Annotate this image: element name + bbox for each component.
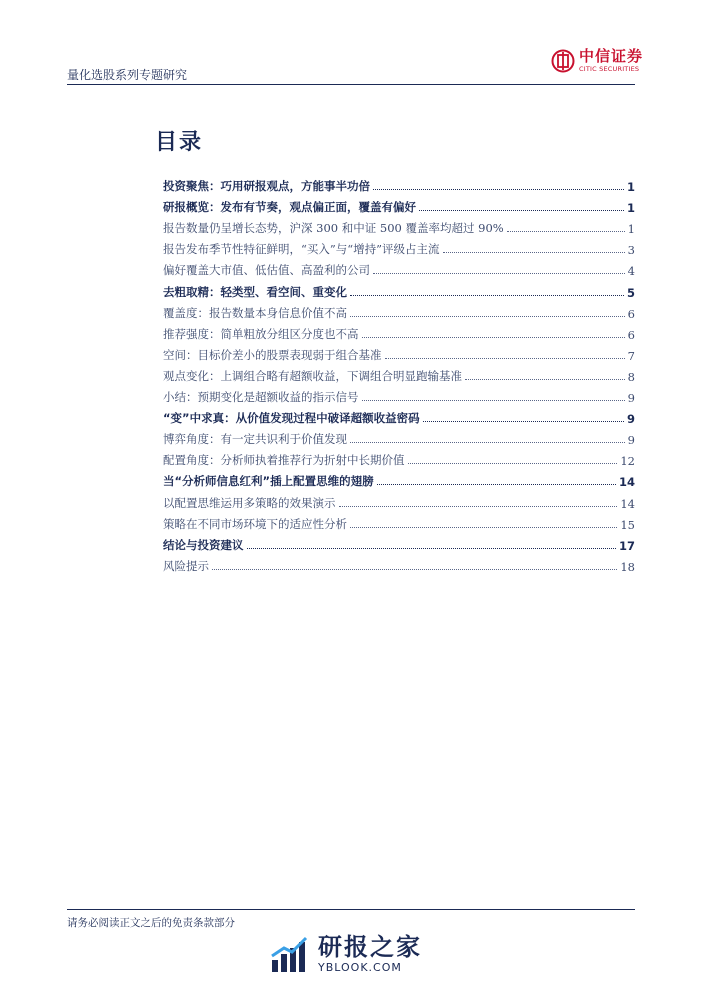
toc-entry-label: 报告发布季节性特征鲜明，“买入”与“增持”评级占主流 [163, 242, 440, 257]
toc-leader-dots [507, 231, 625, 232]
toc-leader-dots [443, 252, 625, 253]
toc-leader-dots [362, 337, 625, 338]
watermark-en: YBLOOK.COM [318, 960, 402, 974]
toc-list [163, 173, 635, 574]
footer-rule [67, 909, 635, 910]
toc-entry-label: 以配置思维运用多策略的效果演示 [163, 495, 336, 510]
toc-entry-label: 空间：目标价差小的股票表现弱于组合基准 [163, 347, 382, 362]
toc-entry-label: 博弈角度：有一定共识利于价值发现 [163, 432, 347, 447]
watermark [270, 934, 422, 974]
toc-entry[interactable] [163, 384, 635, 405]
toc-entry-page: 1 [626, 201, 635, 216]
toc-entry-label: 风险提示 [163, 558, 209, 573]
toc-entry-page: 14 [620, 496, 635, 511]
toc-leader-dots [212, 569, 617, 570]
bar-chart-logo-icon [270, 934, 310, 974]
toc-leader-dots [465, 379, 625, 380]
toc-leader-dots [350, 316, 625, 317]
header-rule [67, 84, 635, 85]
toc-entry[interactable] [163, 489, 635, 510]
toc-entry-page: 6 [627, 306, 635, 321]
toc-entry[interactable] [163, 321, 635, 342]
toc-entry-page: 4 [627, 264, 635, 279]
toc-entry-page: 14 [618, 475, 635, 490]
toc-entry-label: 报告数量仍呈增长态势，沪深 300 和中证 500 覆盖率均超过 90% [163, 221, 504, 236]
toc-entry[interactable] [163, 173, 635, 194]
toc-entry[interactable] [163, 215, 635, 236]
footer-disclaimer: 请务必阅读正文之后的免责条款部分 [67, 917, 235, 929]
toc-entry-label: 偏好覆盖大市值、低估值、高盈利的公司 [163, 263, 370, 278]
toc-entry[interactable] [163, 342, 635, 363]
toc-entry[interactable] [163, 553, 635, 574]
toc-entry-label: 策略在不同市场环境下的适应性分析 [163, 516, 347, 531]
toc-leader-dots [350, 295, 624, 296]
citic-logo-icon [551, 49, 575, 73]
toc-entry-page: 17 [618, 538, 635, 553]
toc-entry-label: 观点变化：上调组合略有超额收益，下调组合明显跑输基准 [163, 368, 462, 383]
toc-entry-page: 7 [627, 348, 635, 363]
toc-leader-dots [350, 442, 625, 443]
logo-cn-text: 中信证券 [579, 47, 644, 66]
toc-entry[interactable] [163, 257, 635, 278]
toc-entry-page: 1 [627, 222, 635, 237]
header-title: 量化选股系列专题研究 [67, 68, 188, 82]
logo-en-text: CITIC SECURITIES [579, 65, 640, 74]
toc-entry[interactable] [163, 300, 635, 321]
toc-leader-dots [408, 463, 618, 464]
toc-leader-dots [339, 506, 618, 507]
toc-entry-label: 投资聚焦：巧用研报观点，方能事半功倍 [163, 179, 370, 194]
toc-entry[interactable] [163, 405, 635, 426]
brand-logo [551, 46, 643, 76]
toc-leader-dots [419, 210, 624, 211]
watermark-cn: 研报之家 [318, 933, 422, 962]
toc-leader-dots [377, 484, 616, 485]
toc-entry-label: “变”中求真：从价值发现过程中破译超额收益密码 [163, 411, 420, 426]
toc-entry[interactable] [163, 426, 635, 447]
toc-leader-dots [423, 421, 624, 422]
toc-entry-label: 小结：预期变化是超额收益的指示信号 [163, 390, 359, 405]
toc-entry[interactable] [163, 236, 635, 257]
toc-entry-label: 当“分析师信息红利”插上配置思维的翅膀 [163, 474, 374, 489]
toc-entry[interactable] [163, 468, 635, 489]
toc-entry-page: 15 [620, 517, 635, 532]
toc-entry[interactable] [163, 363, 635, 384]
toc-leader-dots [350, 527, 617, 528]
toc-entry-page: 6 [627, 327, 635, 342]
toc-entry-label: 结论与投资建议 [163, 537, 244, 552]
toc-entry-page: 9 [627, 391, 635, 406]
toc-entry-label: 推荐强度：简单粗放分组区分度也不高 [163, 326, 359, 341]
toc-entry-page: 3 [627, 243, 635, 258]
toc-entry-page: 5 [626, 285, 635, 300]
toc-leader-dots [373, 273, 625, 274]
toc-entry[interactable] [163, 532, 635, 553]
toc-entry-label: 配置角度：分析师执着推荐行为折射中长期价值 [163, 453, 405, 468]
toc-entry-label: 覆盖度：报告数量本身信息价值不高 [163, 305, 347, 320]
toc-leader-dots [385, 358, 625, 359]
toc-leader-dots [373, 189, 624, 190]
toc-entry[interactable] [163, 194, 635, 215]
toc-entry[interactable] [163, 447, 635, 468]
toc-entry[interactable] [163, 511, 635, 532]
toc-entry-page: 9 [626, 412, 635, 427]
toc-entry-page: 1 [626, 180, 635, 195]
toc-title: 目录 [155, 130, 204, 155]
toc-entry-page: 18 [620, 559, 635, 574]
toc-entry-page: 12 [620, 454, 635, 469]
toc-leader-dots [247, 548, 616, 549]
toc-entry-label: 去粗取精：轻类型、看空间、重变化 [163, 284, 347, 299]
toc-entry[interactable] [163, 278, 635, 299]
toc-entry-label: 研报概览：发布有节奏，观点偏正面，覆盖有偏好 [163, 200, 416, 215]
toc-leader-dots [362, 400, 625, 401]
toc-entry-page: 8 [627, 369, 635, 384]
toc-entry-page: 9 [627, 433, 635, 448]
